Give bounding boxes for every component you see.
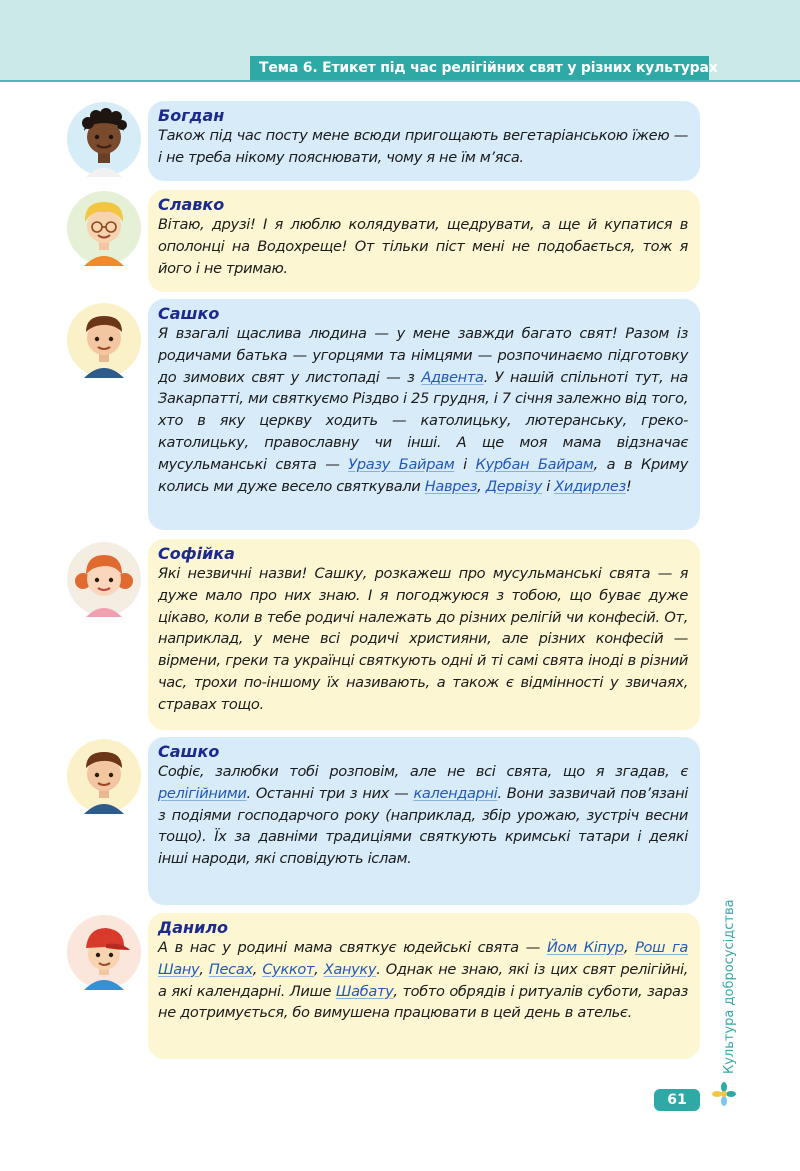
sashko-avatar: [66, 302, 142, 378]
speech-text: Вітаю, друзі! І я люблю колядувати, щедрувати, а ще й купатися в ополонці на Водохреще! От тільки піст мені не подобається, тож я його і не тримаю.: [158, 216, 688, 277]
slavko-avatar: [66, 190, 142, 266]
speaker-name: Богдан: [158, 106, 225, 125]
term-link[interactable]: календарні: [413, 784, 498, 802]
speaker-name: Софійка: [158, 544, 235, 563]
term-link[interactable]: Курбан Байрам: [475, 455, 594, 473]
dialogue-sofiyka: [148, 539, 700, 730]
speaker-name: Данило: [158, 918, 229, 937]
dialogue-bohdan: [148, 101, 700, 181]
bohdan-avatar: [66, 101, 142, 177]
speech-text: А в нас у родині мама святкує юдейські свята — Йом Кіпур, Рош га Шану, Песах, Суккот, Хануку. Однак не знаю, які із цих свят релігійні, а які календарні. Лише Шабату, тобто обрядів і ритуалів суботи, зараз не дотримується, бо вимушена працювати в цей день в ательє.: [158, 939, 689, 1022]
page-number: 61: [654, 1089, 700, 1111]
dialogue-slavko: [148, 190, 700, 292]
speech-text: Також під час посту мене всюди пригощають вегетаріанською їжею — і не треба нікому пояснювати, чому я не їм м’яса.: [158, 127, 688, 166]
term-link[interactable]: Адвента: [421, 368, 484, 386]
section-side-label: Культура добросусідства: [722, 899, 737, 1074]
term-link[interactable]: Хануку: [323, 960, 377, 978]
danylo-avatar: [66, 914, 142, 990]
term-link[interactable]: Наврез: [424, 477, 478, 495]
term-link[interactable]: Песах: [208, 960, 253, 978]
dialogue-danylo: [148, 913, 700, 1059]
dialogue-sashko-1: [148, 299, 700, 530]
sashko-avatar: [66, 738, 142, 814]
dialogue-sashko-2: [148, 737, 700, 905]
topic-title: Тема 6. Етикет під час релігійних свят у різних культурах: [250, 56, 709, 80]
flower-icon: [712, 1082, 736, 1106]
term-link[interactable]: Йом Кіпур: [546, 939, 624, 956]
term-link[interactable]: Шабату: [335, 982, 394, 1000]
term-link[interactable]: Рош га Шану: [158, 939, 689, 978]
term-link[interactable]: Суккот: [262, 960, 315, 978]
speaker-name: Сашко: [158, 304, 220, 323]
term-link[interactable]: Хидирлез: [554, 477, 626, 495]
term-link[interactable]: Уразу Байрам: [348, 455, 455, 473]
sofiyka-avatar: [66, 541, 142, 617]
term-link[interactable]: релігійними: [158, 784, 247, 802]
speech-text: Софіє, залюбки тобі розповім, але не всі свята, що я згадав, є релігійними. Останні три з них — календарні. Вони зазвичай пов’язані з подіями господарчого року (наприклад, збір урожаю, зустріч весни тощо). Їх за давніми традиціями святкують кримські татари і деякі інші народи, які сповідують іслам.: [158, 763, 688, 868]
speaker-name: Сашко: [158, 742, 220, 761]
term-link[interactable]: Дервізу: [485, 477, 542, 495]
speech-text: Які незвичні назви! Сашку, розкажеш про мусульманські свята — я дуже мало про них знаю. І я погоджуюся з тобою, що буває дуже цікаво, коли в тебе родичі належать до різних релігій чи конфесій. От, наприклад, у мене всі родичі християни, але різних конфесій — вірмени, греки та українці святкують одні й ті самі свята іноді в різний час, трохи по-іншому їх називають, а також є відмінності у звичаях, стравах тощо.: [158, 565, 688, 713]
speech-text: Я взагалі щаслива людина — у мене завжди багато свят! Разом із родичами батька — угорцями та німцями — розпочинаємо підготовку до зимових свят у листопаді — з Адвента. У нашій спільноті тут, на Закарпатті, ми святкуємо Різдво і 25 грудня, і 7 січня залежно від того, хто в яку церкву ходить — католицьку, лютеранську, греко-католицьку, православну чи інші. А ще моя мама відзначає мусульманські свята — Уразу Байрам і Курбан Байрам, а в Криму колись ми дуже весело святкували Наврез, Дервізу і Хидирлез!: [158, 325, 688, 495]
speaker-name: Славко: [158, 195, 225, 214]
